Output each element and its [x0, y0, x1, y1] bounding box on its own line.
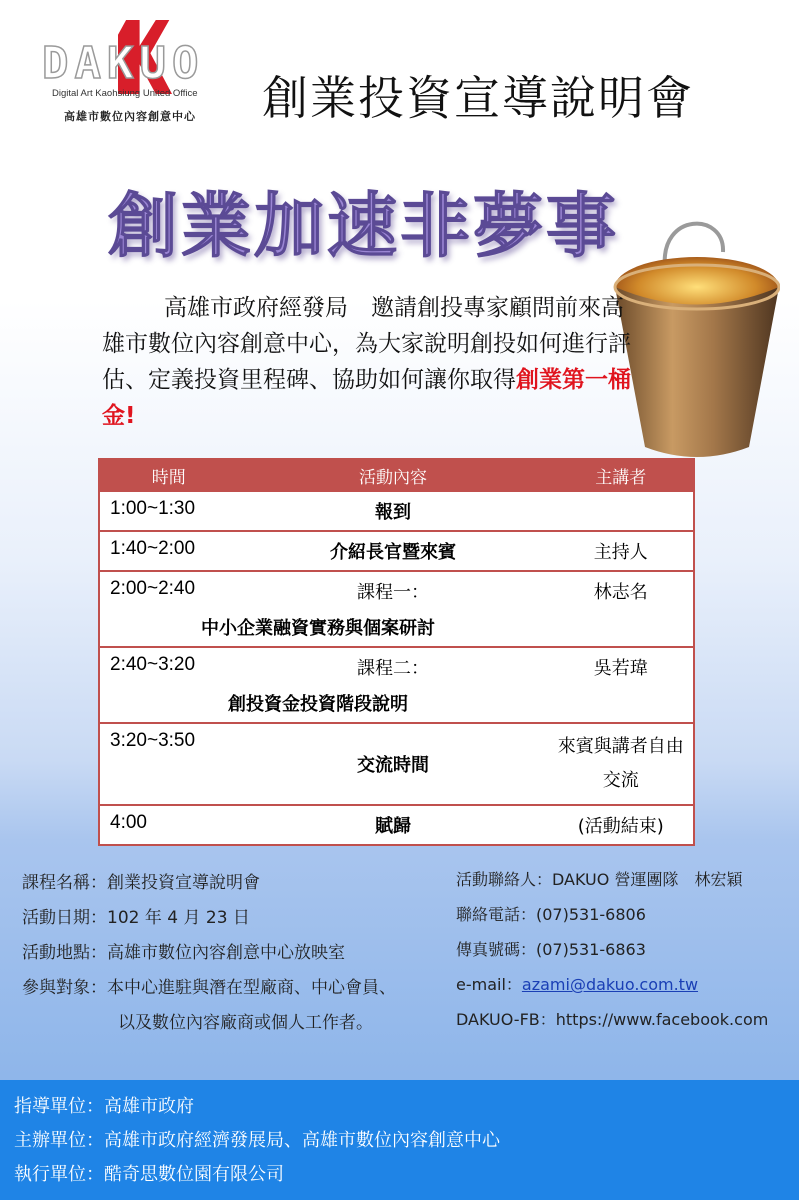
logo-chinese-name: 高雄市數位內容創意中心: [64, 110, 196, 123]
event-venue: 活動地點：高雄市數位內容創意中心放映室: [22, 943, 345, 963]
table-row: [99, 491, 694, 531]
row-content: [228, 647, 549, 723]
row-speaker: 林志名: [549, 571, 695, 647]
dakuo-logo: [42, 16, 242, 126]
header-speaker: 主講者: [549, 459, 695, 491]
row-course-label: 課程一：: [357, 582, 429, 603]
contact-facebook: DAKUO-FB：https://www.facebook.com: [456, 1010, 769, 1029]
host-unit: 主辦單位：高雄市政府經濟發展局、高雄市數位內容創意中心: [14, 1130, 500, 1151]
organizer-footer: [0, 1080, 799, 1200]
intro-paragraph: [102, 290, 637, 434]
guide-unit: 指導單位：高雄市政府: [14, 1096, 194, 1117]
table-row: [99, 723, 694, 805]
row-speaker: 吳若瑋: [549, 647, 695, 723]
contact-phone: 聯絡電話：(07)531-6806: [456, 905, 646, 924]
row-content: 交流時間: [238, 723, 549, 805]
header-time: 時間: [99, 459, 238, 491]
contact-person: 活動聯絡人：DAKUO 營運團隊 林宏穎: [456, 870, 743, 889]
email-link[interactable]: azami@dakuo.com.tw: [521, 975, 699, 994]
table-row: [99, 647, 694, 723]
row-course-title: 中小企業融資實務與個案研討: [201, 618, 435, 639]
event-date: 活動日期：102 年 4 月 23 日: [22, 908, 250, 928]
row-speaker: [549, 491, 695, 531]
intro-text: 高雄市政府經發局 邀請創投專家顧問前來高雄市數位內容創意中心，為大家說明創投如何進行評估、定義投資里程碑、協助如何讓你取得: [102, 295, 631, 393]
slogan-heading: 創業加速非夢事: [108, 185, 619, 267]
schedule-header-row: [99, 459, 694, 491]
row-speaker: 主持人: [549, 531, 695, 571]
table-row: [99, 531, 694, 571]
page-title: 創業投資宣導說明會: [262, 71, 694, 125]
row-course-title: 創投資金投資階段說明: [228, 694, 408, 715]
email-label: e-mail：: [456, 975, 522, 994]
table-row: [99, 805, 694, 845]
contact-email-row: [456, 967, 796, 1002]
row-time: 3:20~3:50: [99, 723, 238, 805]
contact-fax: 傳真號碼：(07)531-6863: [456, 940, 646, 959]
schedule-table: [98, 458, 695, 846]
event-audience: 參與對象：本中心進駐與潛在型廠商、中心會員、: [22, 978, 396, 998]
row-time: 4:00: [99, 805, 238, 845]
course-name: 課程名稱：創業投資宣導說明會: [22, 873, 260, 893]
row-content: 賦歸: [238, 805, 549, 845]
event-info: [22, 866, 452, 1041]
logo-letters: DAKUO: [42, 38, 205, 89]
row-time: 2:00~2:40: [99, 571, 238, 647]
table-row: [99, 571, 694, 647]
row-speaker: 來賓與講者自由交流: [549, 723, 695, 805]
logo-subtitle: Digital Art Kaohsiung United Office: [52, 88, 198, 99]
intro-highlight: 創業第一桶金!: [102, 367, 631, 429]
row-time: 2:40~3:20: [99, 647, 238, 723]
row-content: 報到: [238, 491, 549, 531]
row-time: 1:40~2:00: [99, 531, 238, 571]
row-content: [201, 571, 549, 647]
row-speaker: (活動結束): [549, 805, 695, 845]
contact-info: [456, 862, 796, 1037]
row-content: 介紹長官暨來賓: [238, 531, 549, 571]
row-course-label: 課程二：: [357, 658, 429, 679]
exec-unit: 執行單位：酷奇思數位園有限公司: [14, 1164, 284, 1185]
event-audience-cont: 以及數位內容廠商或個人工作者。: [118, 1013, 373, 1033]
row-time: 1:00~1:30: [99, 491, 238, 531]
header-content: 活動內容: [238, 459, 549, 491]
